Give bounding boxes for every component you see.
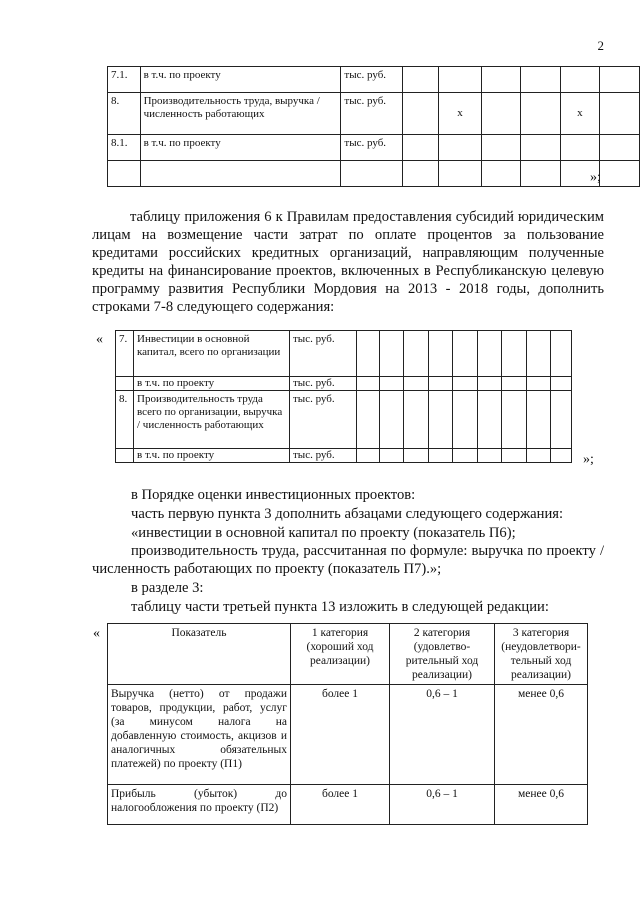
- column-header: 3 категория (неудовлетвори-тельный ход реализации): [495, 624, 588, 685]
- category-1-value: более 1: [291, 685, 390, 785]
- empty-cell: [404, 331, 429, 377]
- empty-cell: [551, 331, 572, 377]
- table-3: [107, 623, 588, 825]
- opening-quote: «: [96, 332, 103, 347]
- text-line: в Порядке оценки инвестиционных проектов:: [131, 487, 416, 503]
- cell-mark: [600, 93, 640, 135]
- table-2: [115, 330, 572, 463]
- category-2-value: 0,6 – 1: [390, 785, 495, 825]
- row-number: 7.: [116, 331, 134, 377]
- cell-mark: [520, 67, 560, 93]
- paragraph: таблицу приложения 6 к Правилам предоставления субсидий юридическим лицам на возмещение части затрат по оплате процентов за пользование кредитами российских кредитных организаций, направляющим полученные кредиты на финансирование проектов, включенных в Республиканскую целевую программу развития Республики Мордовия на 2013 - 2018 годы, дополнить строками 7-8 следующего содержания:: [92, 209, 604, 315]
- table-row: [108, 93, 640, 135]
- table-row: [116, 391, 572, 449]
- cell-mark: [600, 67, 640, 93]
- category-1-value: более 1: [291, 785, 390, 825]
- cell-mark: [438, 135, 482, 161]
- cell-mark: [402, 67, 438, 93]
- empty-cell: [429, 331, 453, 377]
- table-row: [108, 161, 640, 187]
- empty-cell: [527, 331, 551, 377]
- row-name: в т.ч. по проекту: [140, 135, 341, 161]
- row-unit: тыс. руб.: [290, 391, 357, 449]
- indicator-name: Выручка (нетто) от продажи товаров, продукции, работ, услуг (за минусом налога на добавленную стоимость, акцизов и аналогичных обязательных платежей) по проекту (П1): [108, 685, 291, 785]
- cell-mark: [402, 161, 438, 187]
- table-row: [116, 449, 572, 463]
- row-name: Инвестиции в основной капитал, всего по организации: [134, 331, 290, 377]
- empty-cell: [380, 331, 404, 377]
- column-header: 2 категория (удовлетво-рительный ход реализации): [390, 624, 495, 685]
- table-header-row: [108, 624, 588, 685]
- cell-mark: [600, 135, 640, 161]
- cell-mark: [402, 93, 438, 135]
- row-name: в т.ч. по проекту: [140, 67, 341, 93]
- cell-mark: [438, 67, 482, 93]
- empty-cell: [357, 331, 380, 377]
- row-unit: тыс. руб.: [290, 449, 357, 463]
- table-row: [116, 377, 572, 391]
- row-unit: тыс. руб.: [290, 377, 357, 391]
- row-number: 7.1.: [108, 67, 141, 93]
- cell-mark: х: [560, 93, 600, 135]
- cell-mark: [560, 67, 600, 93]
- column-header: 1 категория (хороший ход реализации): [291, 624, 390, 685]
- cell-mark: [482, 67, 521, 93]
- row-name: в т.ч. по проекту: [134, 377, 290, 391]
- cell-mark: [438, 161, 482, 187]
- table-row: [108, 67, 640, 93]
- cell-mark: [482, 93, 521, 135]
- category-2-value: 0,6 – 1: [390, 685, 495, 785]
- row-number: 8.: [116, 391, 134, 449]
- cell-mark: [520, 93, 560, 135]
- category-3-value: менее 0,6: [495, 785, 588, 825]
- page-number: 2: [597, 38, 604, 53]
- cell-mark: [520, 135, 560, 161]
- row-number: 8.: [108, 93, 141, 135]
- row-name: Производительность труда, выручка / численность работающих: [140, 93, 341, 135]
- closing-quote: »;: [583, 452, 594, 467]
- row-unit: тыс. руб.: [341, 135, 403, 161]
- table-row: [108, 135, 640, 161]
- row-unit: тыс. руб.: [341, 67, 403, 93]
- text-line: в разделе 3:: [131, 580, 204, 596]
- row-name: Производительность труда всего по организации, выручка / численность работающих: [134, 391, 290, 449]
- row-number: 8.1.: [108, 135, 141, 161]
- text-line: таблицу части третьей пункта 13 изложить в следующей редакции:: [131, 599, 549, 615]
- table-1: [107, 66, 640, 187]
- empty-cell: [502, 331, 527, 377]
- cell-mark: [560, 135, 600, 161]
- indicator-name: Прибыль (убыток) до налогообложения по проекту (П2): [108, 785, 291, 825]
- cell-mark: [482, 135, 521, 161]
- closing-quote: »;: [590, 170, 601, 185]
- table-row: [108, 785, 588, 825]
- row-unit: тыс. руб.: [341, 93, 403, 135]
- empty-cell: [453, 331, 478, 377]
- table-row: [108, 685, 588, 785]
- row-number: [116, 377, 134, 391]
- category-3-value: менее 0,6: [495, 685, 588, 785]
- cell-mark: [402, 135, 438, 161]
- paragraph: производительность труда, рассчитанная по формуле: выручка по проекту / численность работающих по проекту (показатель П7).»;: [92, 543, 604, 577]
- empty-cell: [478, 331, 502, 377]
- row-number: [108, 161, 141, 187]
- row-unit: тыс. руб.: [290, 331, 357, 377]
- cell-mark: [482, 161, 521, 187]
- opening-quote: «: [93, 626, 100, 641]
- column-header: Показатель: [108, 624, 291, 685]
- row-name: [140, 161, 341, 187]
- row-number: [116, 449, 134, 463]
- cell-mark: [600, 161, 640, 187]
- text-line: часть первую пункта 3 дополнить абзацами следующего содержания:: [131, 506, 564, 522]
- text-line: «инвестиции в основной капитал по проекту (показатель П6);: [131, 525, 516, 541]
- table-row: [116, 331, 572, 377]
- row-unit: [341, 161, 403, 187]
- row-name: в т.ч. по проекту: [134, 449, 290, 463]
- cell-mark: х: [438, 93, 482, 135]
- cell-mark: [520, 161, 560, 187]
